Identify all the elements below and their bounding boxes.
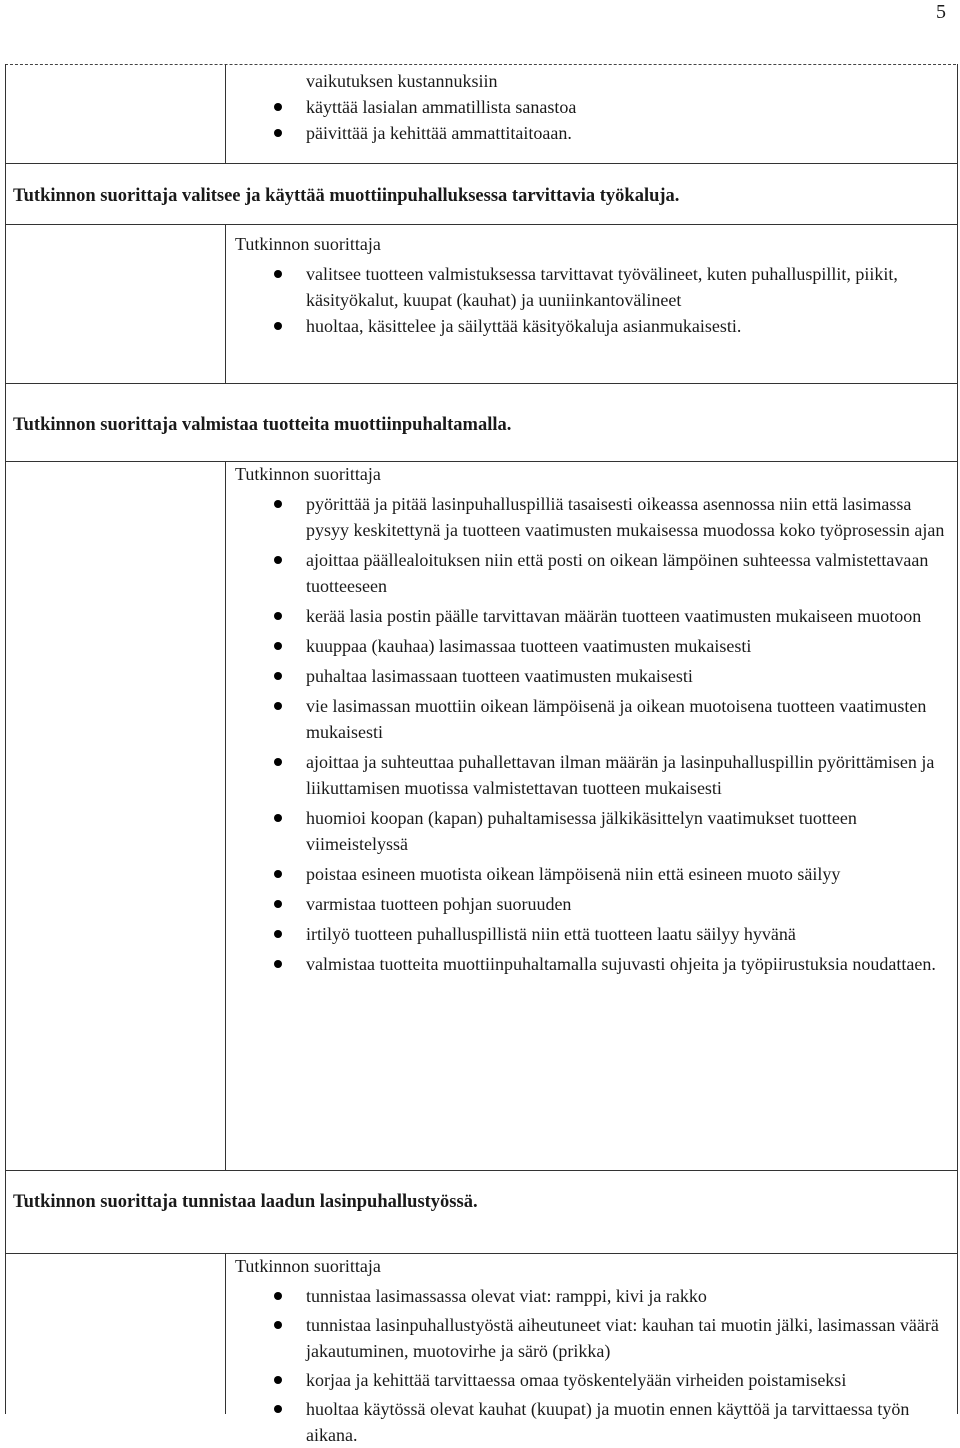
list-item: kuuppaa (kauhaa) lasimassaa tuotteen vaatimusten mukaisesti xyxy=(306,633,946,659)
list-item: korjaa ja kehittää tarvittaessa omaa työskentelyään virheiden poistamiseksi xyxy=(306,1367,946,1393)
section-heading: Tutkinnon suorittaja tunnistaa laadun lasinpuhallustyössä. xyxy=(13,1192,478,1212)
list-item: puhaltaa lasimassaan tuotteen vaatimusten mukaisesti xyxy=(306,663,946,689)
list-item: ajoittaa ja suhteuttaa puhallettavan ilman määrän ja lasinpuhalluspillin pyörittämisen ja liikuttamisen muotissa valmistettavan tuotteen mukaisesti xyxy=(306,749,946,801)
section-tools xyxy=(6,224,957,383)
list-item: vie lasimassan muottiin oikean lämpöisenä ja oikean muotoisena tuotteen vaatimusten mukaisesti xyxy=(306,693,946,745)
section-heading: Tutkinnon suorittaja valmistaa tuotteita muottiinpuhaltamalla. xyxy=(13,415,512,435)
list-item: päivittää ja kehittää ammattitaitoaan. xyxy=(306,120,946,146)
list-item: huomioi koopan (kapan) puhaltamisessa jälkikäsittelyn vaatimukset tuotteen viimeistelyssä xyxy=(306,805,946,857)
criteria-table xyxy=(5,64,958,1445)
section-heading-row xyxy=(6,163,957,225)
list-item: tunnistaa lasinpuhallustyöstä aiheutuneet viat: kauhan tai muotin jälki, lasimassan väärä jakautuminen, muotovirhe ja särö (prikka) xyxy=(306,1312,946,1364)
section-continuation xyxy=(6,64,957,163)
list-item: pyörittää ja pitää lasinpuhalluspilliä tasaisesti oikeassa asennossa niin että lasimassa pysyy keskitettynä ja tuotteen vaatimusten mukaisessa muodossa koko työprosessin ajan xyxy=(306,491,946,543)
section-intro: Tutkinnon suorittaja xyxy=(235,1256,381,1276)
list-item: varmistaa tuotteen pohjan suoruuden xyxy=(306,891,946,917)
list-item: käyttää lasialan ammatillista sanastoa xyxy=(306,94,946,120)
list-item: valitsee tuotteen valmistuksessa tarvittavat työvälineet, kuten puhalluspillit, piikit, käsityökalut, kuupat (kauhat) ja uuniinkantovälineet xyxy=(306,261,946,313)
list-item: huoltaa, käsittelee ja säilyttää käsityökaluja asianmukaisesti. xyxy=(306,313,946,339)
section-heading: Tutkinnon suorittaja valitsee ja käyttää muottiinpuhalluksessa tarvittavia työkaluja. xyxy=(13,186,680,206)
list-item: irtilyö tuotteen puhalluspillistä niin että tuotteen laatu säilyy hyvänä xyxy=(306,921,946,947)
list-item: kerää lasia postin päälle tarvittavan määrän tuotteen vaatimusten mukaiseen muotoon xyxy=(306,603,946,629)
list-item: tunnistaa lasimassassa olevat viat: ramppi, kivi ja rakko xyxy=(306,1283,946,1309)
list-item: huoltaa käytössä olevat kauhat (kuupat) ja muotin ennen käyttöä ja tarvittaessa työn aikana. xyxy=(306,1396,946,1448)
list-item: valmistaa tuotteita muottiinpuhaltamalla sujuvasti ohjeita ja työpiirustuksia noudattaen. xyxy=(306,951,946,977)
criteria-list xyxy=(306,68,946,146)
section-intro: Tutkinnon suorittaja xyxy=(235,464,381,484)
section-manufacturing xyxy=(6,461,957,1170)
criteria-list xyxy=(306,491,946,977)
section-quality xyxy=(6,1253,957,1445)
page-number: 5 xyxy=(936,1,946,23)
criteria-list xyxy=(306,261,946,339)
section-heading-row xyxy=(6,1170,957,1254)
list-item: vaikutuksen kustannuksiin xyxy=(306,71,498,91)
list-item: ajoittaa päällealoituksen niin että posti on oikean lämpöinen suhteessa valmistettavaan tuotteeseen xyxy=(306,547,946,599)
criteria-list xyxy=(306,1283,946,1448)
section-intro: Tutkinnon suorittaja xyxy=(235,234,381,254)
section-heading-row xyxy=(6,383,957,462)
list-item: poistaa esineen muotista oikean lämpöisenä niin että esineen muoto säilyy xyxy=(306,861,946,887)
